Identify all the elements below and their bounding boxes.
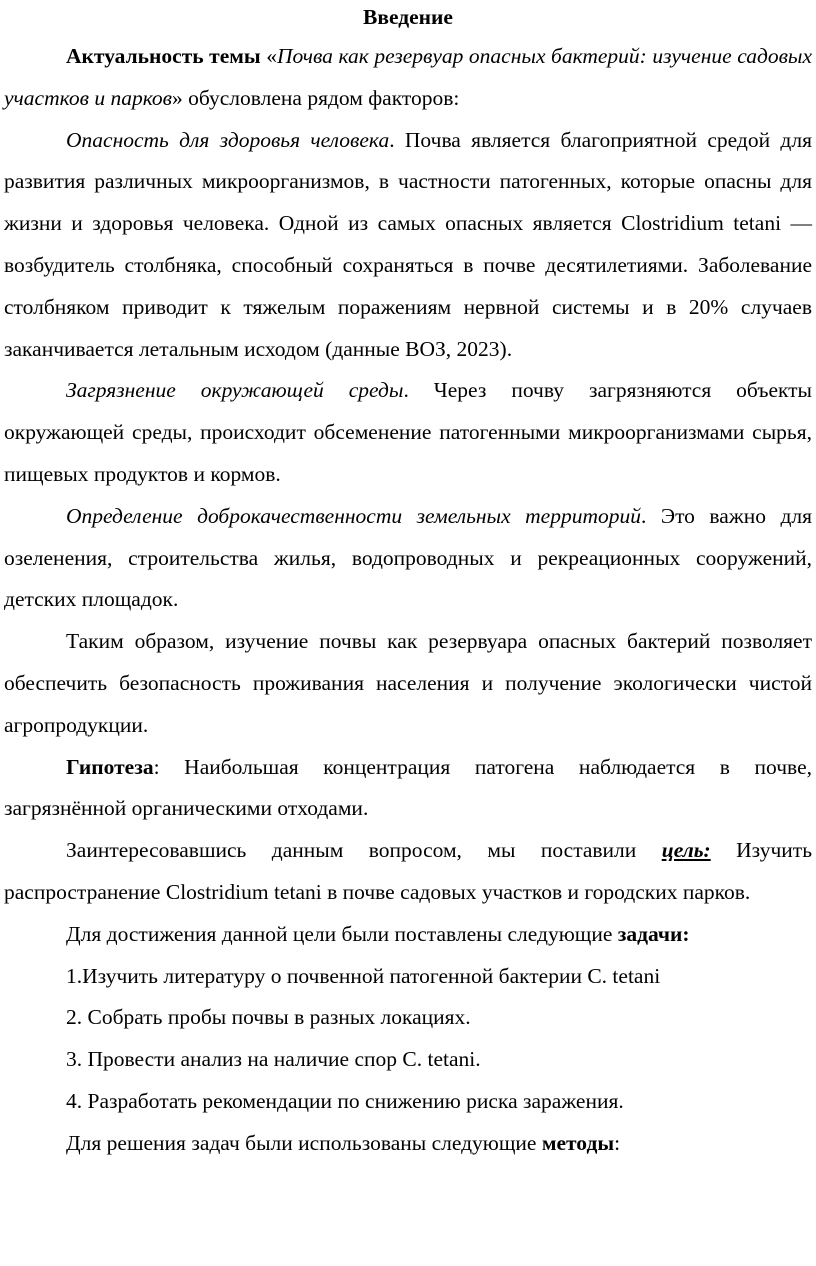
conclusion-text: Таким образом, изучение почвы как резервуара опасных бактерий позволяет обеспечить безопасность проживания населения и получение экологически чистой агропродукции.: [4, 629, 812, 737]
tasks-intro-text: Для достижения данной цели были поставлены следующие: [66, 921, 618, 946]
goal-label: цель:: [661, 838, 711, 863]
tasks-label: задачи:: [617, 921, 690, 946]
health-danger-heading: Опасность для здоровья человека: [66, 127, 390, 152]
title-wrap: [0, 0, 816, 34]
paragraph-tasks-intro: [4, 914, 812, 956]
task-item-4: 4. Разработать рекомендации по снижению риска заражения.: [66, 1088, 624, 1113]
goal-intro: Заинтересовавшись данным вопросом, мы поставили: [66, 838, 662, 863]
health-danger-text: . Почва является благоприятной средой для развития различных микроорганизмов, в частности патогенных, которые опасны для жизни и здоровья человека. Одной из самых опасных является Clostridium tetani — возбудитель столбняка, способный сохраняться в почве десятилетиями. Заболевание столбняком приводит к тяжелым поражениям нервной системы и в 20% случаев заканчивается летальным исходом (данные ВОЗ, 2023).: [4, 127, 812, 361]
paragraph-land-quality: [4, 496, 812, 621]
relevance-heading: Актуальность темы: [66, 44, 261, 68]
relevance-open-quote: «: [260, 44, 278, 68]
land-quality-text: . Это важно для озеленения, строительства жилья, водопроводных и рекреационных сооружений, детских площадок.: [4, 503, 813, 612]
pollution-heading: Загрязнение окружающей среды: [66, 378, 404, 403]
document-body: [4, 36, 812, 1165]
methods-label: методы: [541, 1130, 615, 1155]
paragraph-health-danger: [4, 120, 812, 371]
methods-colon: :: [614, 1130, 621, 1155]
paragraph-relevance: [4, 36, 812, 120]
methods-intro-text: Для решения задач были использованы следующие: [66, 1130, 542, 1155]
paragraph-goal: [4, 830, 812, 914]
pollution-text: . Через почву загрязняются объекты окружающей среды, происходит обсеменение патогенными микроорганизмами сырья, пищевых продуктов и кормов.: [4, 378, 812, 486]
goal-text: Изучить распространение Clostridium tetani в почве садовых участков и городских парков.: [4, 838, 812, 904]
paragraph-methods-intro: [4, 1123, 812, 1165]
hypothesis-text: : Наибольшая концентрация патогена наблюдается в почве, загрязнённой органическими отходами.: [4, 754, 812, 821]
task-item-1: 1.Изучить литературу о почвенной патогенной бактерии C. tetani: [66, 963, 661, 988]
paragraph-hypothesis: [4, 747, 812, 831]
paragraph-pollution: [4, 370, 812, 495]
relevance-rest: » обусловлена рядом факторов:: [172, 85, 460, 110]
paragraph-conclusion: [4, 621, 812, 746]
land-quality-heading: Определение доброкачественности земельных территорий: [66, 503, 641, 528]
hypothesis-label: Гипотеза: [66, 754, 154, 779]
topic-title: Почва как резервуар опасных бактерий: изучение садовых участков и парков: [4, 44, 813, 110]
task-item-2: 2. Собрать пробы почвы в разных локациях.: [66, 1005, 471, 1030]
page-title: Введение: [363, 5, 453, 29]
task-item-3: 3. Провести анализ на наличие спор C. tetani.: [66, 1047, 481, 1072]
